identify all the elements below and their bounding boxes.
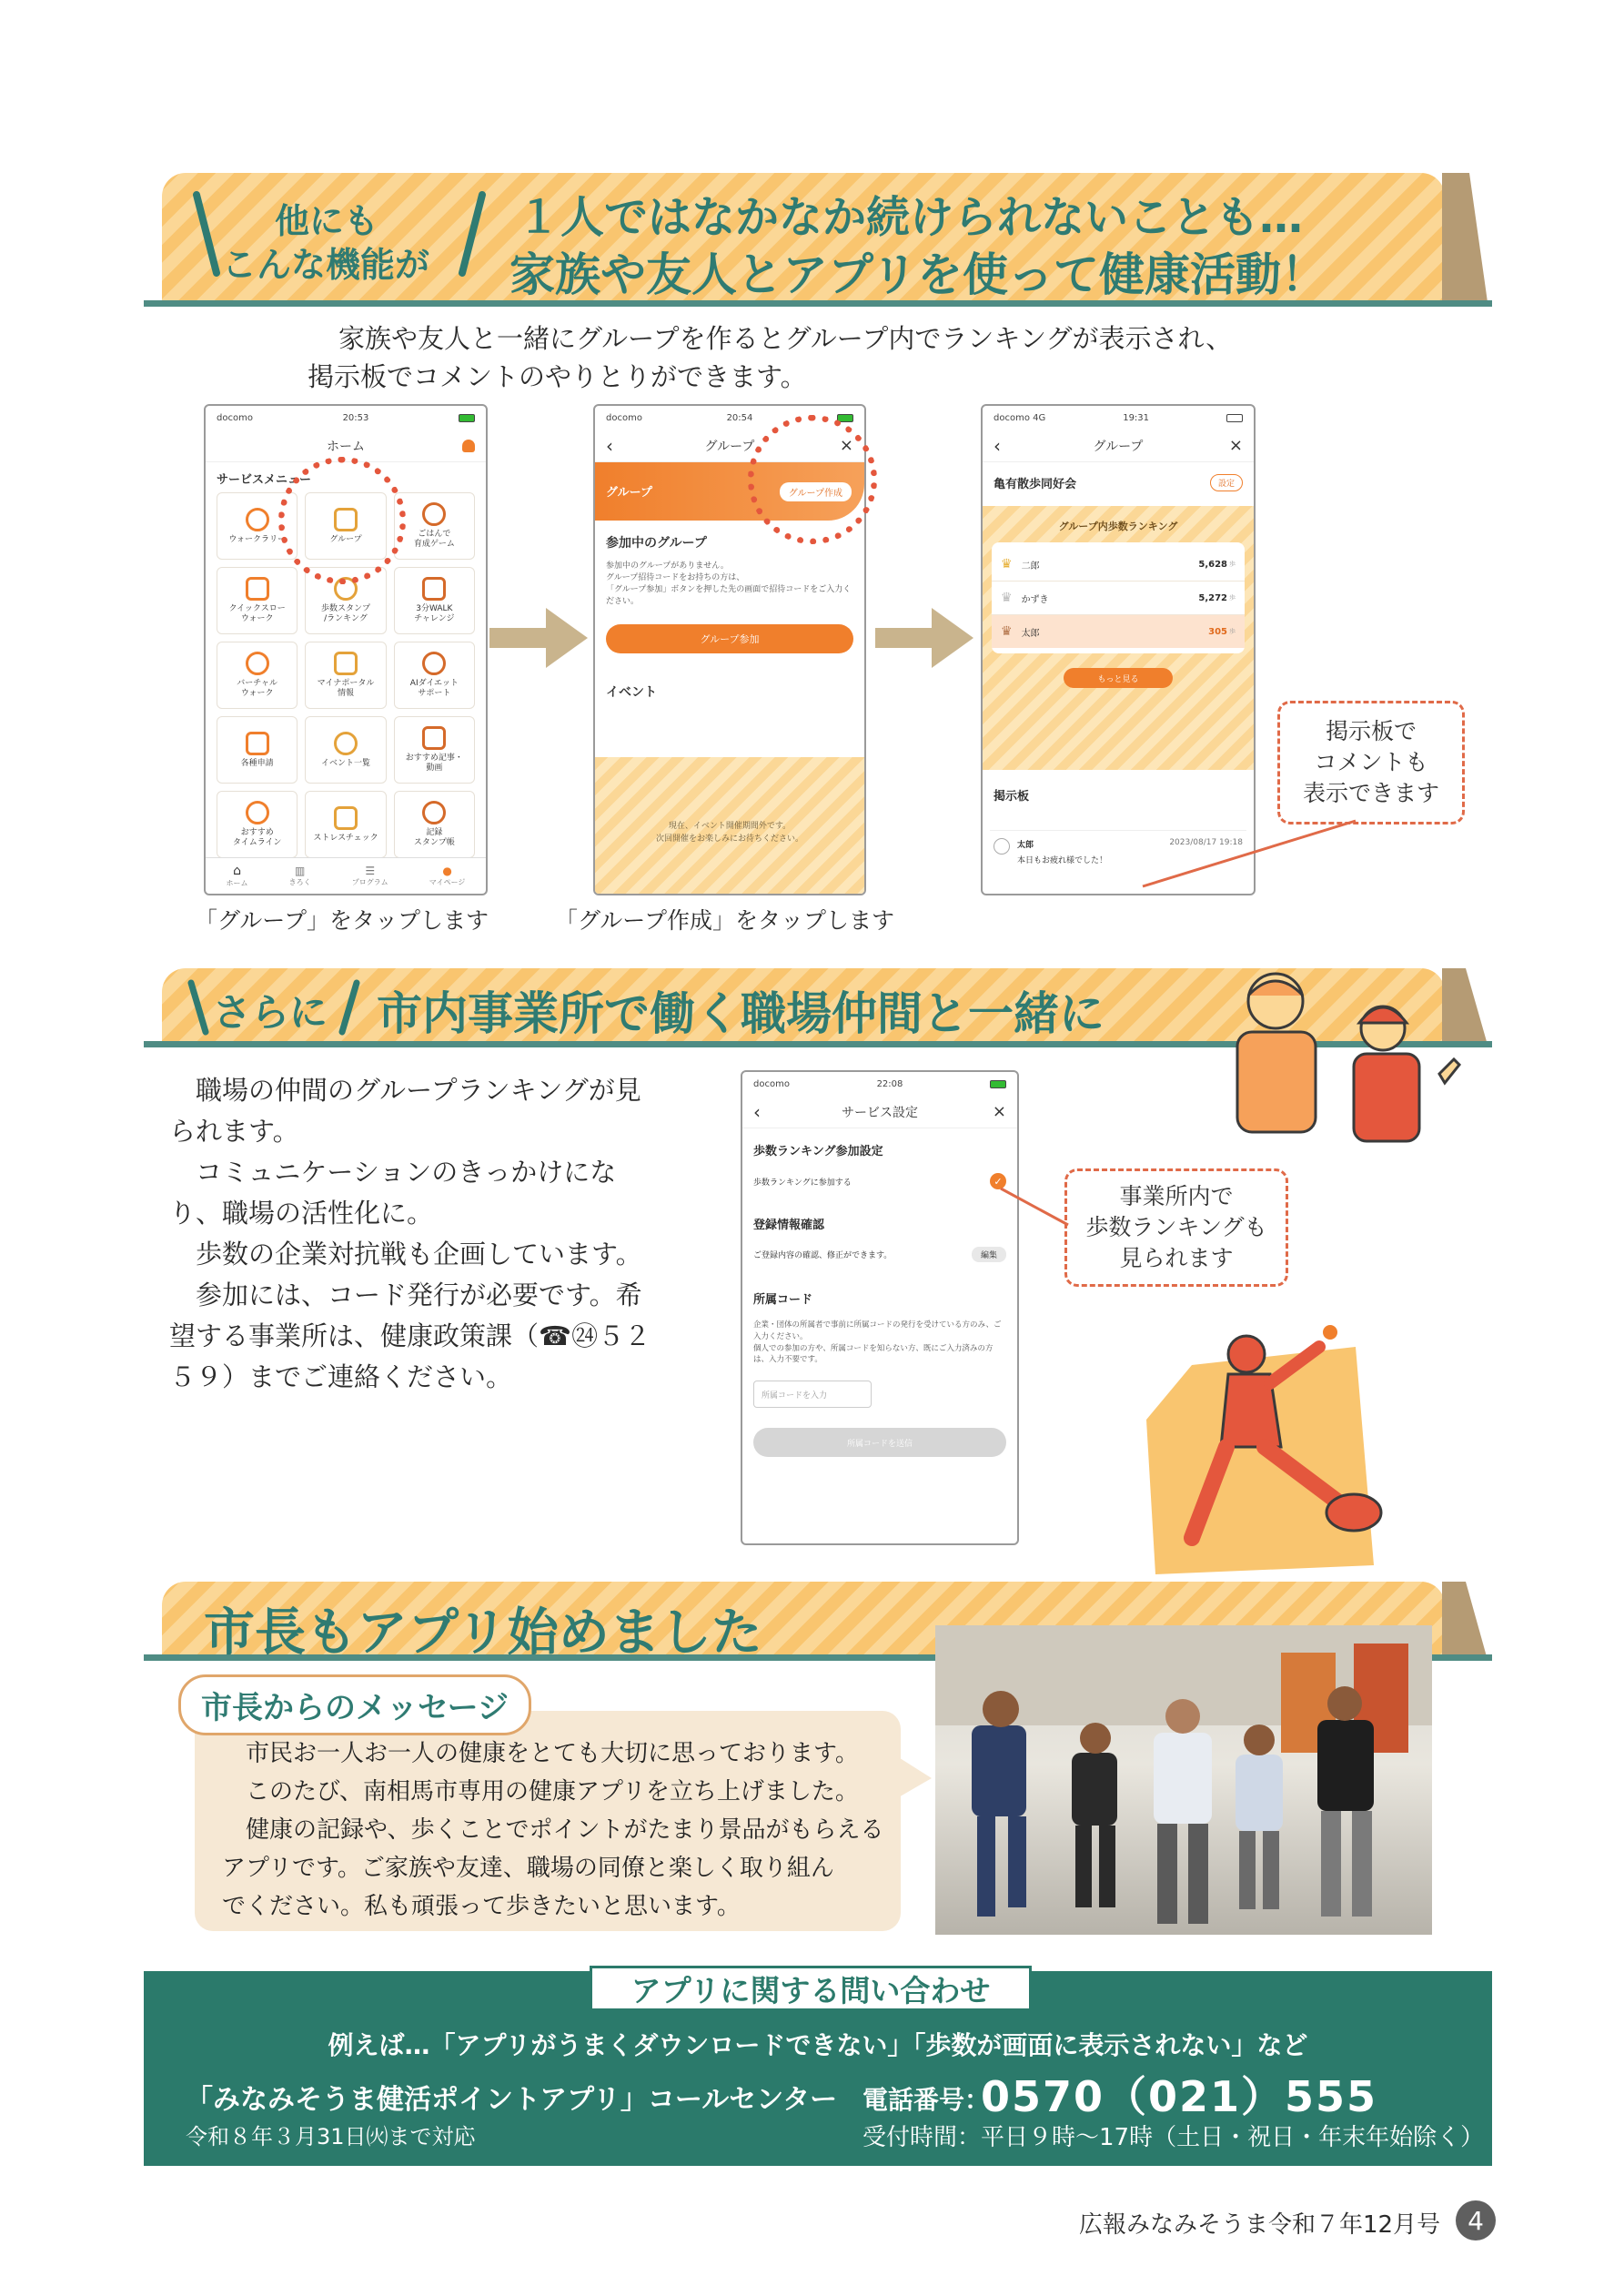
service-menu-label: サービスメニュー <box>217 473 312 487</box>
back-icon[interactable]: ‹ <box>606 434 613 457</box>
crown-icon: ♛ <box>1001 591 1013 605</box>
ranking-row <box>992 582 1245 615</box>
service-menu-tile[interactable] <box>305 791 386 858</box>
event-text: 現在、イベント開催期間外です。 次回開催をお楽しみにお待ちください。 <box>655 822 803 844</box>
highlight-ring-create <box>748 415 877 544</box>
slash-right-icon <box>453 189 489 280</box>
menu-tile-label: ごはんで 育成ゲーム <box>413 530 455 549</box>
menu-tile-icon <box>246 577 269 601</box>
bottom-tab-bar <box>206 857 486 894</box>
callout-line: コメントも <box>1314 749 1428 776</box>
section1-tag-line1: 他にも <box>275 201 379 241</box>
menu-tile-icon <box>422 801 446 824</box>
crown-icon: ♛ <box>1001 557 1013 571</box>
nav-title: グループ <box>704 439 755 454</box>
menu-tile-icon <box>334 732 358 755</box>
status-bar <box>742 1072 1017 1096</box>
affiliation-code-text: 企業・団体の所属者で事前に所属コードの発行を受けている方のみ、ご入力ください。 個人での参加の方や、所属コードを知らない方、既にご入力済みの方は、入力不要です。 <box>753 1320 1002 1365</box>
board-callout <box>1277 701 1465 824</box>
service-menu-tile[interactable] <box>217 716 298 784</box>
settings-button[interactable]: 設定 <box>1210 474 1243 491</box>
section3-title: 市長もアプリ始めました <box>204 1603 762 1663</box>
crown-icon: ♛ <box>1001 624 1013 639</box>
message-line: アプリです。ご家族や友達、職場の同僚と楽しく取り組ん <box>222 1855 834 1883</box>
nav-title: サービス設定 <box>842 1105 918 1120</box>
page-number: 4 <box>1456 2200 1496 2240</box>
service-menu-tile[interactable] <box>394 791 475 858</box>
nav-title: ホーム <box>327 439 365 454</box>
create-group-button[interactable]: グループ作成 <box>780 482 852 501</box>
section1-intro-line2: 掲示板でコメントのやりとりができます。 <box>308 361 807 392</box>
status-bar <box>206 406 486 430</box>
workplace-callout <box>1064 1168 1288 1287</box>
group-name-row <box>983 462 1254 502</box>
status-bar <box>983 406 1254 430</box>
list-icon: ☰ <box>365 865 376 877</box>
group-header-label: グループ <box>606 486 652 500</box>
battery-icon <box>1226 414 1243 422</box>
post-user: 太郎 <box>1017 841 1034 850</box>
menu-tile-icon <box>246 732 269 755</box>
ranking-title: グループ内歩数ランキング <box>1058 521 1178 532</box>
back-icon[interactable]: ‹ <box>753 1100 761 1123</box>
carrier-label: docomo <box>606 412 642 423</box>
battery-icon <box>459 414 475 422</box>
menu-tile-label: イベント一覧 <box>320 758 370 768</box>
workers-illustration <box>1201 965 1474 1156</box>
registration-title: 登録情報確認 <box>753 1219 825 1232</box>
tab-mypage[interactable]: ● マイページ <box>429 865 466 886</box>
battery-icon <box>990 1080 1006 1088</box>
menu-tile-label: グループ <box>329 534 362 544</box>
menu-tile-label: おすすめ タイムライン <box>232 828 282 847</box>
service-menu-tile[interactable] <box>305 642 386 709</box>
walking-man-illustration <box>1128 1310 1392 1583</box>
section3-band-fold <box>1442 1582 1488 1660</box>
section1-title-line1: １人ではなかなか続けられないことも… <box>517 192 1304 243</box>
ranking-panel <box>983 506 1254 770</box>
ranking-checkbox[interactable]: ✓ <box>990 1173 1006 1189</box>
back-icon[interactable]: ‹ <box>994 434 1001 457</box>
paragraph-line: 職場の仲間のグループランキングが見 <box>169 1075 641 1106</box>
arrow-right-icon <box>875 608 973 668</box>
post-date: 2023/08/17 19:18 <box>1169 838 1243 847</box>
more-button[interactable]: もっと見る <box>1064 668 1173 688</box>
section2-title: 市内事業所で働く職場仲間と一緒に <box>377 987 1105 1040</box>
steps-unit: 歩 <box>1229 561 1236 568</box>
inquiry-examples: 例えば…「アプリがうまくダウンロードできない」「歩数が画面に表示されない」など <box>328 2030 1308 2060</box>
steps-unit: 歩 <box>1229 628 1236 635</box>
callout-line: 見られます <box>1119 1244 1234 1271</box>
menu-tile-label: ストレスチェック <box>313 833 378 843</box>
ranking-steps: 5,628 <box>1198 559 1227 570</box>
ranking-name: かずき <box>1021 594 1049 605</box>
message-line: 市民お一人お一人の健康をとても大切に思っております。 <box>246 1740 859 1767</box>
person-icon: ● <box>442 865 452 877</box>
service-menu-tile[interactable] <box>394 567 475 634</box>
menu-tile-icon <box>246 652 269 675</box>
nav-title: グループ <box>1093 439 1144 454</box>
menu-tile-icon <box>334 652 358 675</box>
menu-tile-label: マイナポータル 情報 <box>317 679 375 698</box>
steps-unit: 歩 <box>1229 594 1236 602</box>
post-text: 本日もお疲れ様でした！ <box>1017 856 1108 865</box>
phone-service-settings-screen <box>741 1070 1019 1545</box>
ranking-steps: 5,272 <box>1198 592 1227 603</box>
caption-tap-group: 「グループ」をタップします <box>195 907 489 934</box>
phone-number[interactable]: 0570（021）555 <box>981 2072 1378 2121</box>
service-menu-tile[interactable] <box>217 791 298 858</box>
callout-line: 事業所内で <box>1119 1183 1234 1210</box>
ranking-row <box>992 615 1245 648</box>
ranking-steps: 305 <box>1208 626 1227 637</box>
arrow-right-icon <box>489 608 588 668</box>
close-icon[interactable]: × <box>992 1102 1006 1121</box>
nav-bar <box>742 1096 1017 1128</box>
ranking-setting-row <box>742 1168 1017 1195</box>
menu-tile-icon <box>422 502 446 526</box>
registration-text: ご登録内容の確認、修正ができます。 <box>753 1251 893 1260</box>
ranking-setting-title: 歩数ランキング参加設定 <box>753 1145 883 1158</box>
section1-intro-line1: 家族や友人と一緒にグループを作るとグループ内でランキングが表示され、 <box>338 323 1233 354</box>
section1-band-fold <box>1442 173 1488 302</box>
service-menu-tile[interactable] <box>217 642 298 709</box>
menu-tile-label: バーチャル ウォーク <box>237 679 278 698</box>
carrier-label: docomo <box>217 412 253 423</box>
menu-tile-label: 3分WALK チャレンジ <box>414 604 455 623</box>
slash-left-icon <box>186 979 213 1037</box>
menu-tile-label: ウォークラリー <box>228 534 286 544</box>
call-center-name: 「みなみそうま健活ポイントアプリ」コールセンター <box>186 2084 838 2116</box>
paragraph-line: ５９）までご連絡ください。 <box>169 1360 513 1392</box>
section2-paragraph <box>169 1070 715 1398</box>
ranking-setting-label: 歩数ランキングに参加する <box>753 1178 852 1188</box>
event-title: イベント <box>606 685 657 701</box>
message-label: 市長からのメッセージ <box>178 1674 531 1735</box>
affiliation-code-title: 所属コード <box>753 1293 813 1307</box>
home-icon: ⌂ <box>233 864 241 878</box>
nav-bar <box>983 430 1254 462</box>
section1-title-line2: 家族や友人とアプリを使って健康活動！ <box>509 248 1326 301</box>
menu-tile-label: AIダイエット サポート <box>409 679 459 698</box>
message-line: このたび、南相馬市専用の健康アプリを立ち上げました。 <box>246 1778 859 1806</box>
mayor-message-text <box>222 1735 895 1927</box>
joined-groups-title: 参加中のグループ <box>606 536 707 551</box>
joined-groups-text: 参加中のグループがありません。 グループ招待コードをお持ちの方は、 「グループ参加」ボタンを押した先の画面で招待コードをご入力ください。 <box>606 561 852 607</box>
edit-button[interactable]: 編集 <box>972 1247 1006 1262</box>
board-title: 掲示板 <box>994 790 1030 804</box>
ranking-name: 二郎 <box>1021 561 1040 571</box>
menu-tile-label: 歩数スタンプ /ランキング <box>320 604 370 623</box>
ranking-name: 太郎 <box>1021 628 1040 639</box>
photo-people-shapes <box>935 1625 1432 1935</box>
service-menu-tile[interactable] <box>394 642 475 709</box>
service-menu-tile[interactable] <box>394 716 475 784</box>
group-name: 亀有散歩同好会 <box>994 477 1077 491</box>
carrier-label: docomo <box>753 1078 790 1089</box>
caption-tap-create: 「グループ作成」をタップします <box>555 907 895 934</box>
bell-icon[interactable] <box>462 440 475 452</box>
inquiry-title: アプリに関する問い合わせ <box>590 1966 1032 2011</box>
menu-tile-icon <box>422 577 446 601</box>
tab-program[interactable]: ☰ プログラム <box>351 865 388 886</box>
chart-icon: ▥ <box>294 865 306 877</box>
paragraph-line: られます。 <box>169 1115 299 1147</box>
paragraph-line: コミュニケーションのきっかけにな <box>169 1156 617 1188</box>
service-menu-tile[interactable] <box>305 716 386 784</box>
paragraph-line: 参加には、コード発行が必要です。希 <box>169 1279 642 1310</box>
service-menu-tile[interactable] <box>217 567 298 634</box>
avatar <box>994 838 1010 855</box>
menu-tile-label: おすすめ記事・ 動画 <box>405 754 463 773</box>
menu-tile-icon <box>422 726 446 750</box>
callout-pointer <box>1139 819 1357 892</box>
service-menu-tile[interactable] <box>394 492 475 560</box>
message-bubble-tail <box>897 1756 933 1802</box>
clock-label: 20:53 <box>342 412 369 423</box>
menu-tile-icon <box>246 508 269 531</box>
affiliation-code-input[interactable]: 所属コードを入力 <box>753 1381 872 1408</box>
callout-line: 表示できます <box>1302 779 1439 806</box>
section1-tag-line2: こんな機能が <box>222 245 430 285</box>
menu-tile-icon <box>246 801 269 824</box>
publication-name: 広報みなみそうま令和７年12月号 <box>1079 2211 1441 2239</box>
reception-hours: 受付時間：平日９時～17時（土日・祝日・年末年始除く） <box>862 2124 1485 2151</box>
close-icon[interactable]: × <box>1228 436 1243 455</box>
paragraph-line: り、職場の活性化に。 <box>169 1197 434 1229</box>
message-line: 健康の記録や、歩くことでポイントがたまり景品がもらえる <box>222 1816 884 1845</box>
join-group-button[interactable]: グループ参加 <box>606 624 853 653</box>
ranking-row <box>992 548 1245 582</box>
slash-right-icon <box>335 979 362 1037</box>
menu-tile-label: 各種申請 <box>240 758 274 768</box>
registration-row <box>742 1241 1017 1268</box>
clock-label: 19:31 <box>1123 412 1150 423</box>
phone-label: 電話番号： <box>862 2085 991 2115</box>
paragraph-line: 歩数の企業対抗戦も企画しています。 <box>169 1238 642 1269</box>
close-icon[interactable]: × <box>839 436 853 455</box>
menu-tile-label: 記録 スタンプ帳 <box>413 828 455 847</box>
menu-tile-icon <box>334 806 358 830</box>
mayor-photo <box>935 1625 1432 1935</box>
menu-tile-icon <box>422 652 446 675</box>
paragraph-line: 望する事業所は、健康政策課（☎㉔５２ <box>169 1320 651 1351</box>
message-line: でください。私も頑張って歩きたいと思います。 <box>222 1893 741 1921</box>
highlight-ring-group <box>278 457 406 584</box>
menu-tile-label: クイックスロー ウォーク <box>228 604 286 623</box>
tab-record[interactable]: ▥ きろく <box>288 865 311 886</box>
clock-label: 22:08 <box>876 1078 903 1089</box>
slash-left-icon <box>189 189 226 280</box>
callout-line: 歩数ランキングも <box>1085 1214 1267 1241</box>
ranking-list <box>992 542 1245 653</box>
submit-code-button[interactable]: 所属コードを送信 <box>753 1428 1006 1457</box>
callout-line: 掲示板で <box>1325 718 1417 745</box>
section2-tag: さらに <box>213 990 328 1035</box>
tab-home[interactable]: ⌂ ホーム <box>226 864 248 887</box>
inquiry-box <box>144 1971 1492 2166</box>
event-panel <box>595 757 864 894</box>
carrier-label: docomo 4G <box>994 412 1046 423</box>
support-period: 令和８年３月31日㈫まで対応 <box>186 2124 476 2149</box>
clock-label: 20:54 <box>726 412 753 423</box>
callout-pointer <box>997 1183 1070 1229</box>
